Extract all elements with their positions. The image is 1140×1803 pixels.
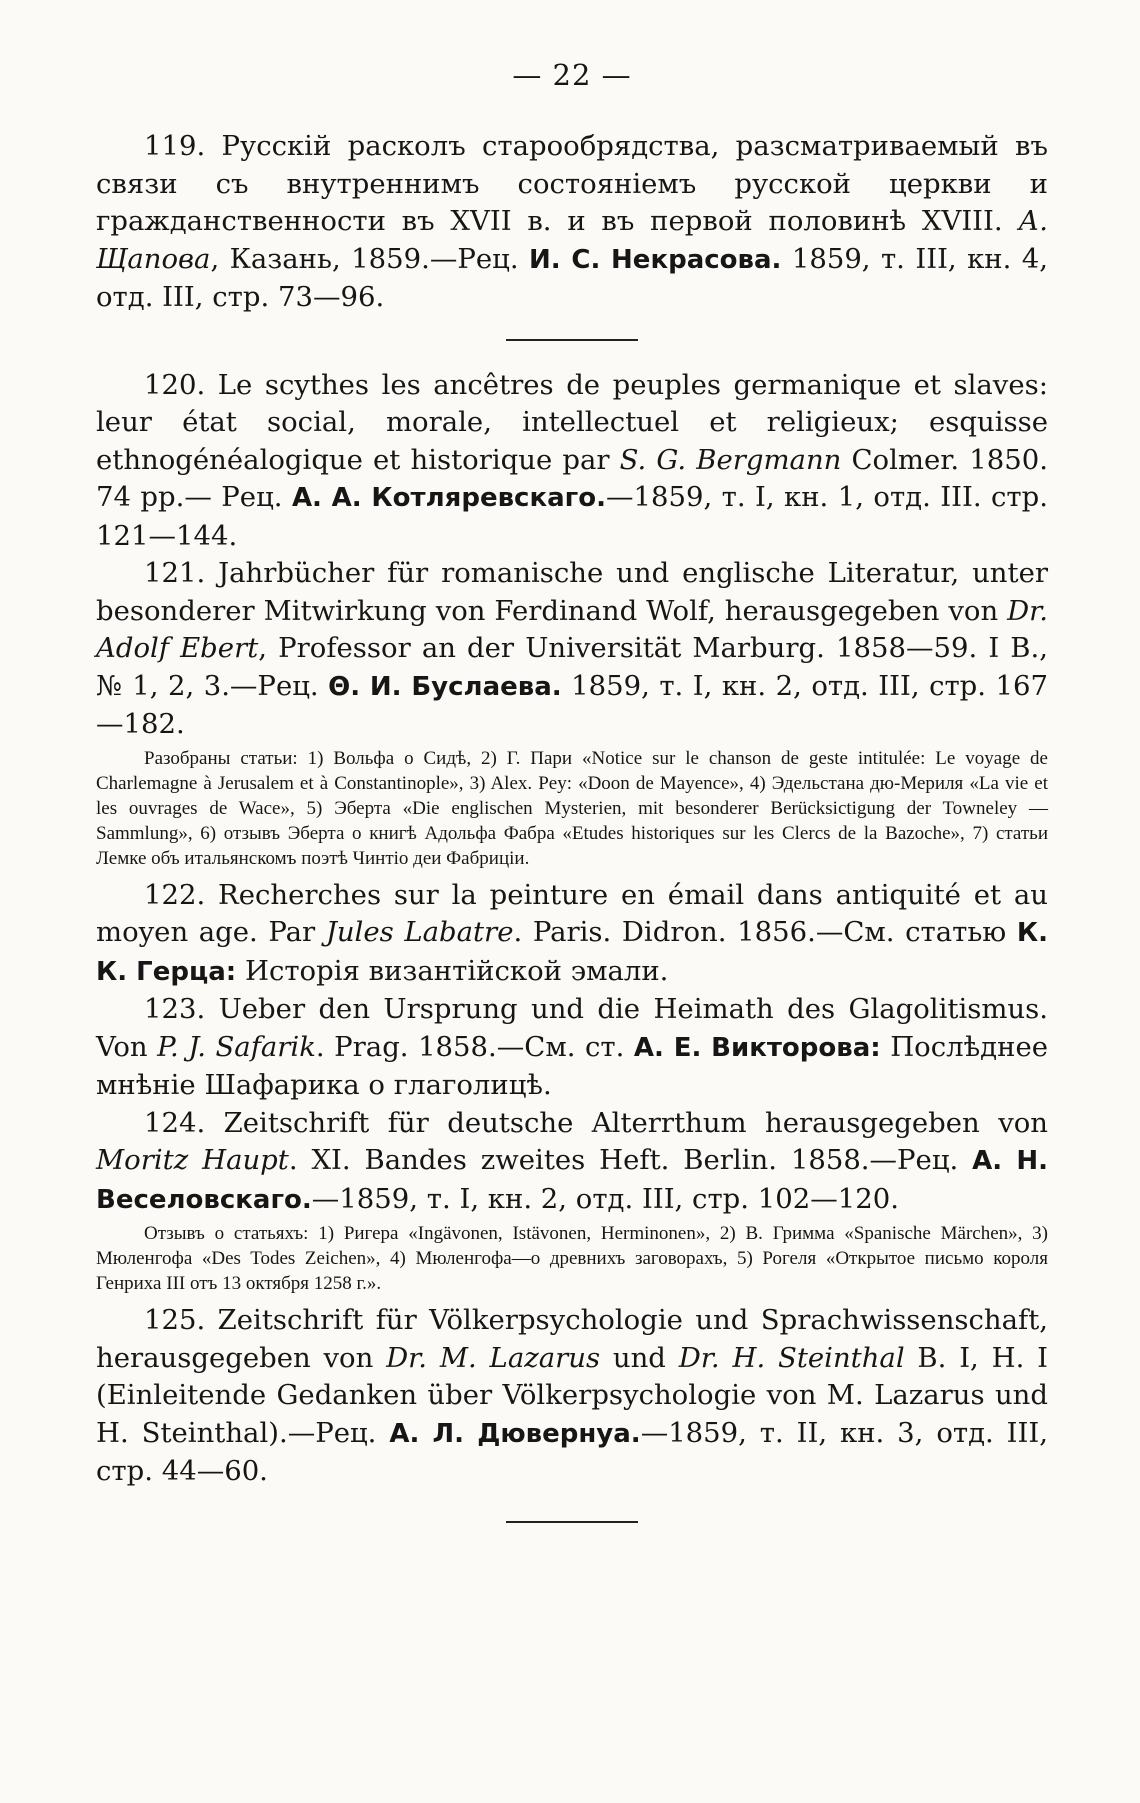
entry-author: Dr. Adolf Ebert — [96, 594, 1048, 664]
entry-text: —1859, т. II, кн. 3, отд. III, стр. 44—60. — [96, 1416, 1048, 1487]
entry-reviewer: А. А. Котляревскаго. — [291, 483, 606, 513]
entry-text: B. I, H. I (Einleitende Gedanken über Völkerpsychologie von M. Lazarus und H. Steinthal).—Рец. — [96, 1341, 1049, 1449]
entry-reviewer: К. К. Герца: — [96, 918, 1048, 987]
entry-text: Le scythes les ancêtres de peuples germanique et slaves: leur état social, morale, intellectuel et religieux; esquisse ethnogénéalogique et historique par — [96, 368, 1048, 476]
entry-text: Zeitschrift für Völkerpsychologie und Sprachwissenschaft, herausgegeben von — [96, 1304, 1048, 1374]
entry-text: Zeitschrift für deutsche Alterrthum herausgegeben von — [205, 1106, 1048, 1139]
entry-text: Исторія византійской эмали. — [236, 954, 669, 987]
entry-124 — [96, 1105, 1048, 1220]
entry-text: Послѣднее мнѣніе Шафарика о глаголицѣ. — [96, 1030, 1048, 1101]
entry-text: . Paris. Didron. 1856.—См. статью — [513, 916, 1017, 948]
entry-author: Moritz Haupt — [96, 1144, 289, 1176]
page-number: — 22 — — [512, 58, 632, 92]
entry-reviewer: А. Л. Дювернуа. — [389, 1418, 641, 1449]
entry-number: 119. — [144, 130, 206, 162]
page — [96, 58, 1048, 1549]
entry-number: 125. — [144, 1304, 206, 1336]
entry-text: 1859, т. III, кн. 4, отд. III, стр. 73—96. — [96, 242, 1049, 313]
entry-number: 124. — [144, 1106, 206, 1139]
entry-123 — [96, 991, 1048, 1105]
entry-text: und — [600, 1341, 679, 1374]
entry-author: Dr. M. Lazarus — [386, 1341, 601, 1374]
entry-number: 123. — [144, 993, 206, 1025]
entry-author: Jules Labatre — [325, 916, 514, 948]
entry-number: 120. — [144, 368, 206, 401]
entry-text: , Professor an der Universität Marburg. 1858—59. I B., № 1, 2, 3.—Рец. — [96, 632, 1048, 702]
entry-number: 122. — [144, 878, 206, 911]
end-divider — [506, 1521, 638, 1523]
entry-note: Разобраны статьи: 1) Вольфа о Сидѣ, 2) Г. Пари «Notice sur le chanson de geste intitulée: Le voyage de Charlemagne à Jerusalem et à Constantinople», 3) Alex. Pey: «Doon de Mayence», 4) Эдельстана дю-Мериля «La vie et les ouvrages de Wace», 5) Эберта «Die englischen Mysterien, mit besonderer Berücksictigung der Towneley — Sammlung», 6) отзывъ Эберта о книгѣ Адольфа Фабра «Etudes historiques sur les Clercs de la Bazoche», 7) статьи Лемке объ итальянскомъ поэтѣ Чинтіо деи Фабриціи. — [96, 747, 1048, 869]
entry-reviewer: И. С. Некрасова. — [529, 244, 782, 275]
entry-text: Ueber den Ursprung und die Heimath des Glagolitismus. Von — [96, 993, 1048, 1063]
entry-119 — [96, 128, 1048, 317]
entry-text: Recherches sur la peinture en émail dans antiquité et au moyen age. Par — [96, 878, 1048, 948]
entry-120 — [96, 367, 1048, 556]
entry-reviewer: А. Н. Веселовскаго. — [96, 1146, 1048, 1215]
section-divider — [506, 339, 638, 341]
entry-author: P. J. Safarik — [157, 1030, 316, 1063]
entry-note: Отзывъ о статьяхъ: 1) Ригера «Ingävonen, Istävonen, Herminonen», 2) В. Гримма «Spanische Märchen», 3) Мюленгофа «Des Todes Zeichen», 4) Мюленгофа—о древнихъ заговорахъ, 5) Рогеля «Открытое письмо короля Генриха III отъ 13 октября 1258 г.». — [96, 1223, 1048, 1294]
entry-121 — [96, 555, 1048, 744]
entry-number: 121. — [144, 557, 206, 589]
entry-author: S. G. Bergmann — [619, 443, 842, 476]
entry-text: Jahrbücher für romanische und englische Literatur, unter besonderer Mitwirkung von Ferdinand Wolf, herausgegeben von — [96, 557, 1048, 627]
entry-author: Dr. H. Steinthal — [678, 1341, 905, 1374]
entry-text: —1859, т. I, кн. 1, отд. III. стр. 121—144. — [96, 481, 1048, 552]
entry-125 — [96, 1302, 1048, 1491]
entry-text: 1859, т. I, кн. 2, отд. III, стр. 167—182. — [96, 669, 1049, 740]
entry-text: . Prag. 1858.—См. ст. — [315, 1030, 634, 1063]
entry-text: , Казань, 1859.—Рец. — [210, 242, 529, 275]
entry-reviewer: А. Е. Викторова: — [633, 1032, 881, 1063]
entry-text: . XI. Bandes zweites Heft. Berlin. 1858.—Рец. — [288, 1144, 973, 1176]
entry-author: А. Щапова — [96, 205, 1048, 275]
entry-text: Colmer. 1850. 74 pp.— Рец. — [96, 443, 1048, 513]
entry-text: Русскій расколъ старообрядства, разсматриваемый въ связи съ внутреннимъ состояніемъ русской церкви и гражданственности въ XVII в. и въ первой половинѣ XVIII. — [96, 130, 1048, 237]
entry-text: —1859, т. I, кн. 2, отд. III, стр. 102—120. — [311, 1182, 899, 1215]
entry-122 — [96, 877, 1048, 992]
entry-reviewer: Θ. И. Буслаева. — [328, 671, 562, 702]
